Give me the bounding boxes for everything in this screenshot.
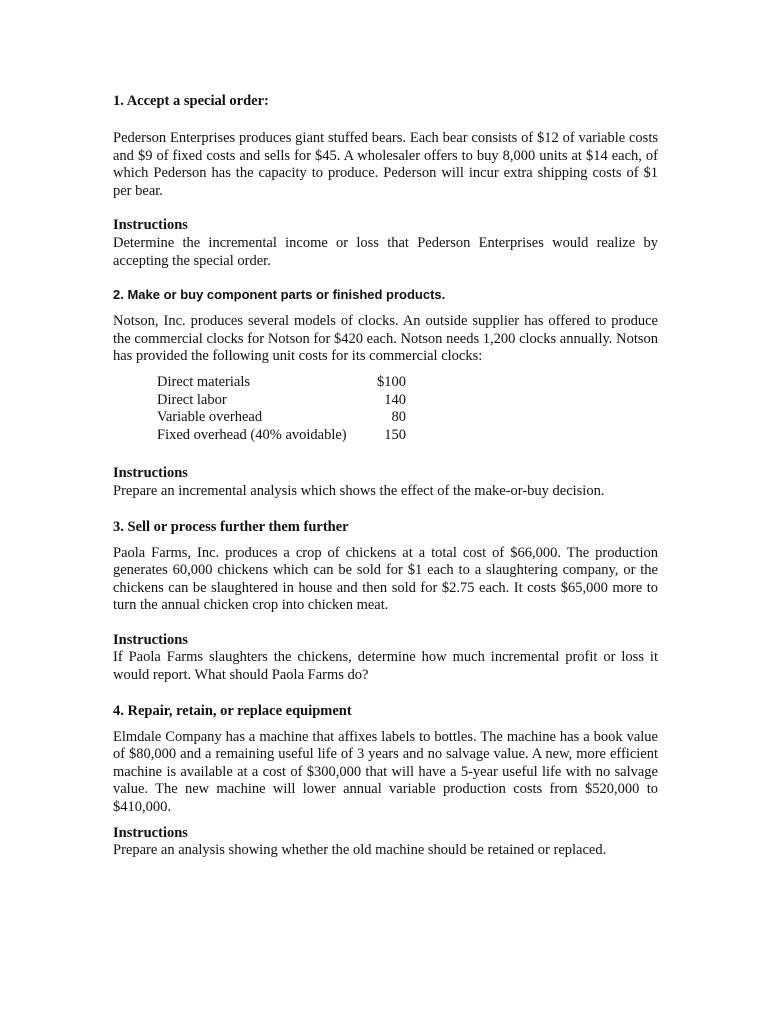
section-4-paragraph: Elmdale Company has a machine that affixes labels to bottles. The machine has a book value of $80,000 and a remaining useful life of 3 years and no salvage value. A new, more efficient machine is available at a cost of $300,000 that will have a 5-year useful life with no salvage value. The new machine will lower annual variable production costs from $520,000 to $410,000. [113, 728, 658, 816]
unit-cost-table [157, 374, 406, 444]
table-row [157, 374, 406, 392]
table-row [157, 409, 406, 427]
section-4-heading: 4. Repair, retain, or replace equipment [113, 702, 352, 719]
cost-label: Variable overhead [157, 409, 263, 426]
document-page [113, 92, 658, 860]
cost-amount: 150 [384, 426, 406, 443]
section-1-heading: 1. Accept a special order: [113, 93, 269, 109]
section-4-instructions: Prepare an analysis showing whether the old machine should be retained or replaced. [113, 842, 607, 859]
section-3-heading: 3. Sell or process further them further [113, 518, 349, 535]
section-2-heading: 2. Make or buy component parts or finished products. [113, 287, 446, 303]
cost-label: Fixed overhead (40% avoidable) [157, 426, 347, 443]
section-2-instructions: Prepare an incremental analysis which shows the effect of the make-or-buy decision. [113, 482, 605, 499]
cost-label: Direct materials [157, 373, 250, 390]
section-1-instructions-label: Instructions [113, 217, 188, 234]
table-row [157, 427, 406, 445]
section-1-instructions: Determine the incremental income or loss that Pederson Enterprises would realize by accepting the special order. [113, 234, 658, 269]
cost-amount: $100 [377, 373, 406, 390]
section-2-paragraph: Notson, Inc. produces several models of clocks. An outside supplier has offered to produce the commercial clocks for Notson for $420 each. Notson needs 1,200 clocks annually. Notson has provided the following unit costs for its commercial clocks: [113, 313, 658, 365]
section-1-paragraph: Pederson Enterprises produces giant stuffed bears. Each bear consists of $12 of variable costs and $9 of fixed costs and sells for $45. A wholesaler offers to buy 8,000 units at $14 each, of which Pederson has the capacity to produce. Pederson will incur extra shipping costs of $1 per bear. [113, 130, 658, 199]
cost-amount: 80 [391, 409, 406, 426]
section-3-paragraph: Paola Farms, Inc. produces a crop of chickens at a total cost of $66,000. The production generates 60,000 chickens which can be sold for $1 each to a slaughtering company, or the chickens can be slaughtered in house and then sold for $2.75 each. It costs $65,000 more to turn the annual chicken crop into chicken meat. [113, 544, 658, 614]
section-3-instructions-label: Instructions [113, 631, 188, 648]
cost-amount: 140 [384, 391, 406, 408]
section-3-instructions: If Paola Farms slaughters the chickens, determine how much incremental profit or loss it would report. What should Paola Farms do? [113, 649, 658, 684]
section-4-instructions-label: Instructions [113, 824, 188, 841]
cost-label: Direct labor [157, 391, 227, 408]
section-2-instructions-label: Instructions [113, 465, 188, 482]
table-row [157, 392, 406, 410]
